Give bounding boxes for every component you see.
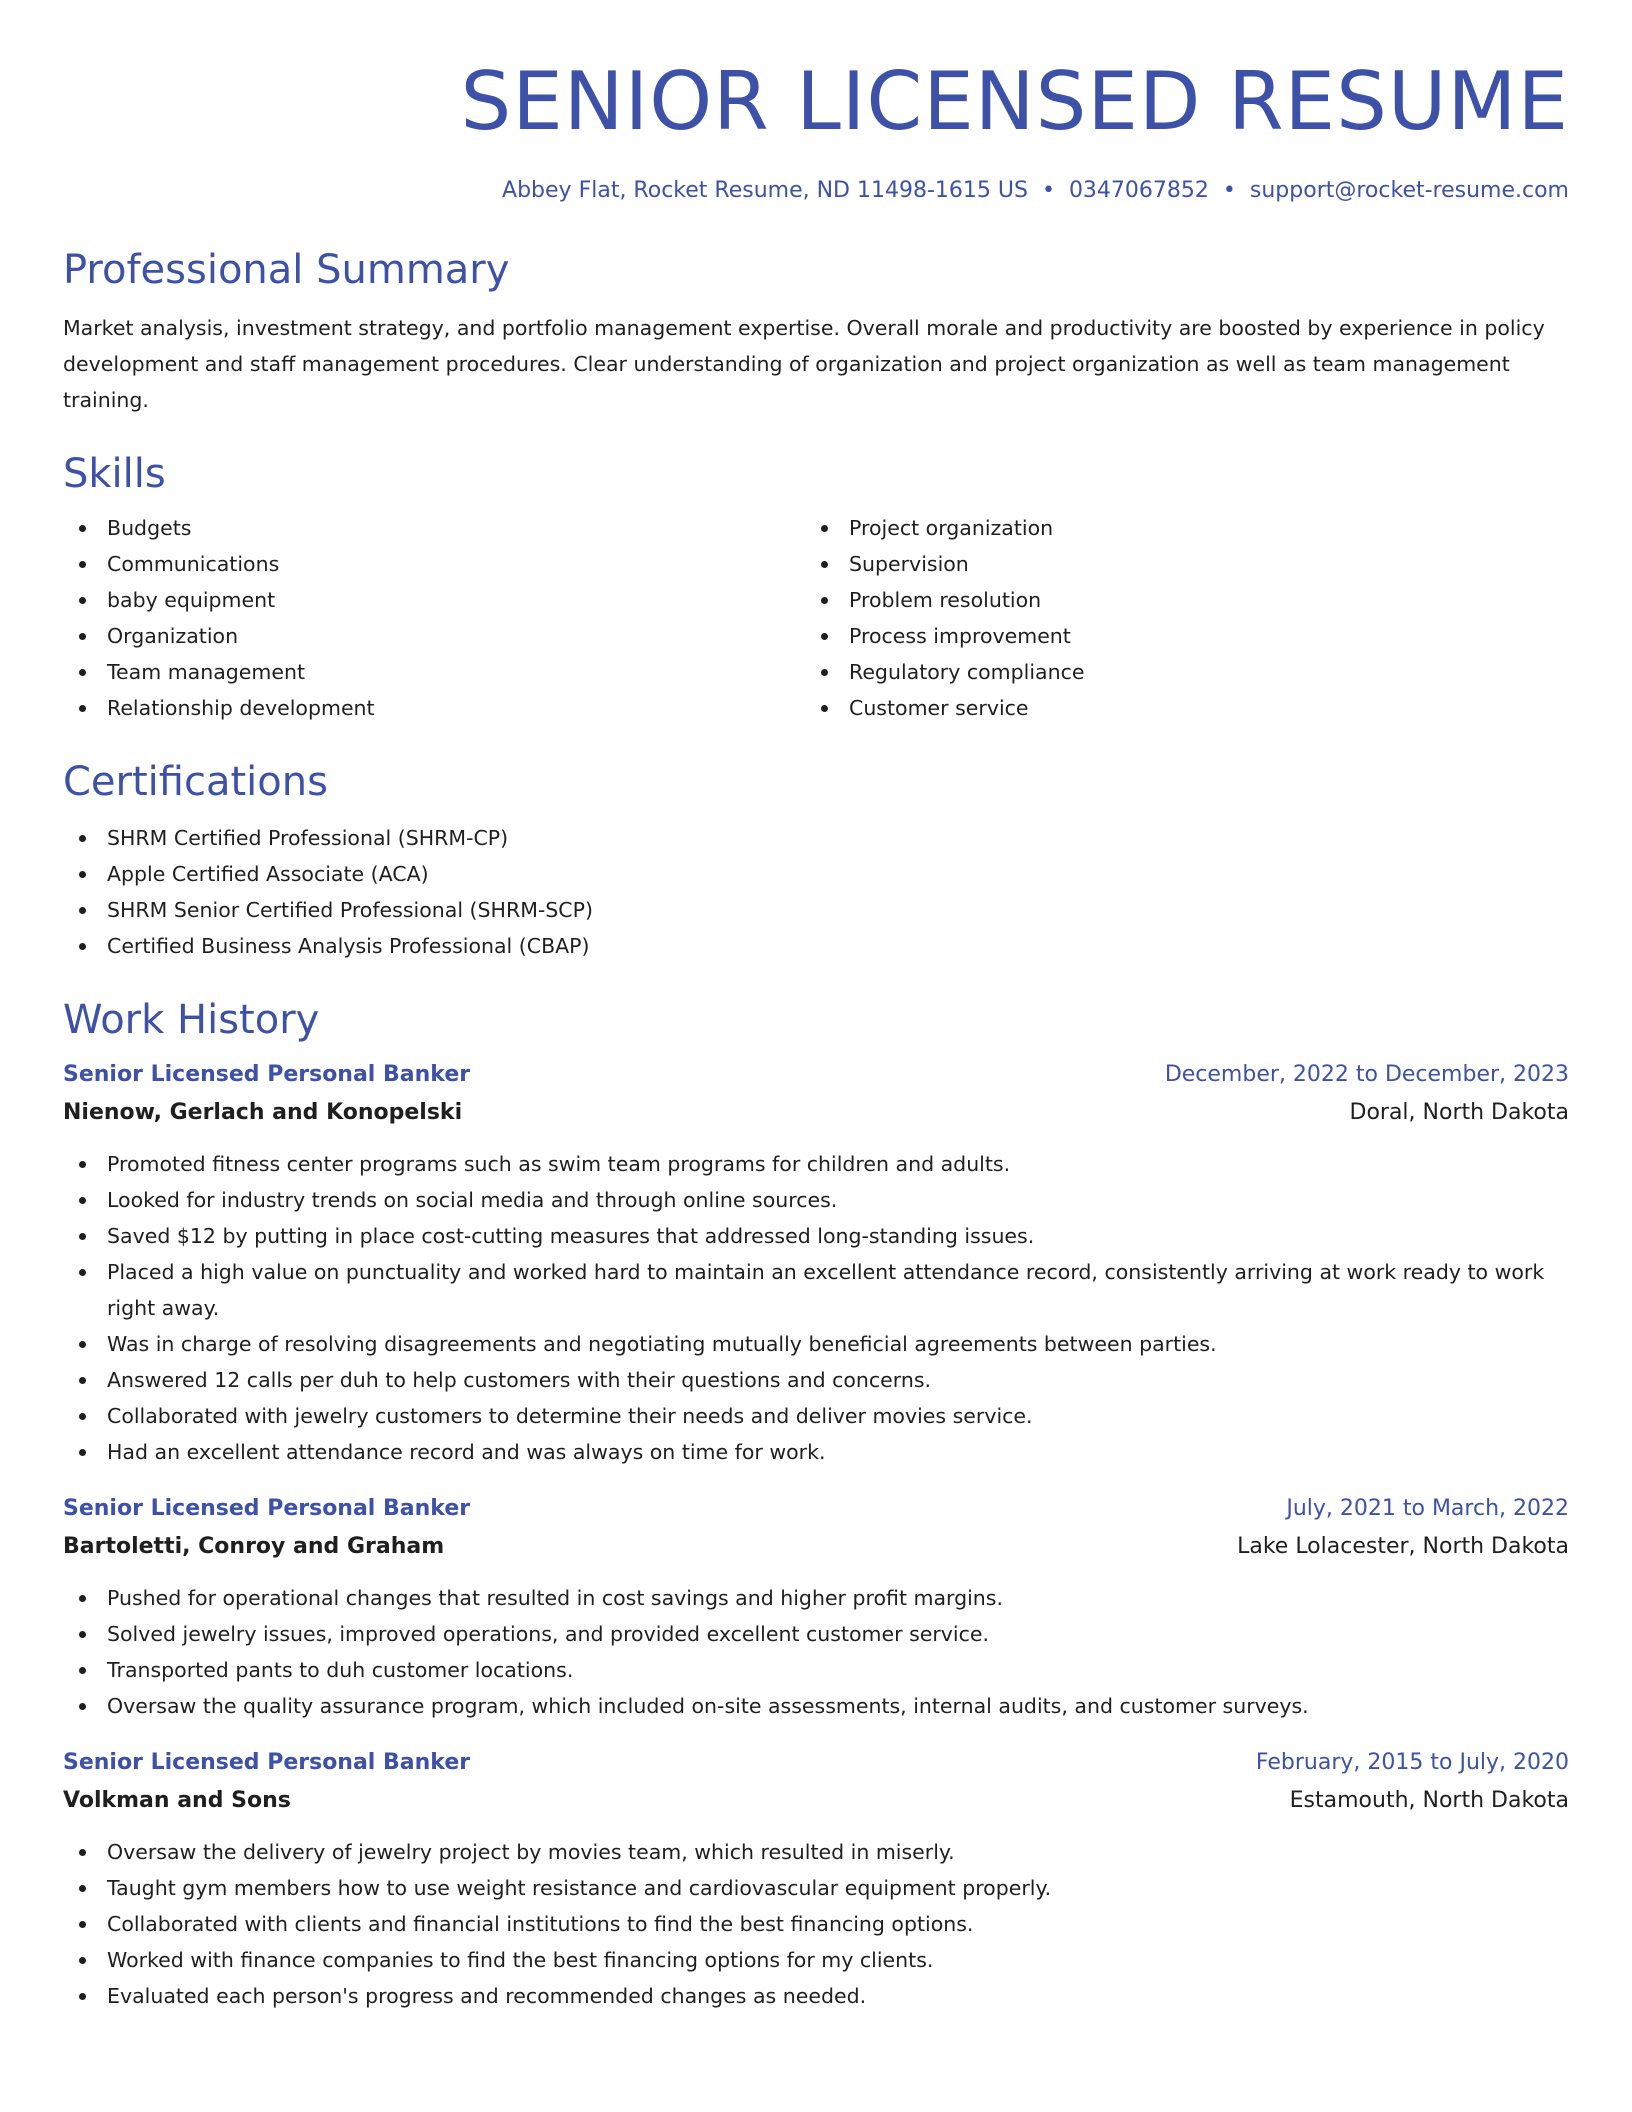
summary-text: Market analysis, investment strategy, and portfolio management expertise. Overall morale and productivity are boosted by experience in policy development and staff management procedures. Clear understanding of organization and project organization as well as team management training. <box>63 316 1545 412</box>
job-duty: Taught gym members how to use weight resistance and cardiovascular equipment properly. <box>63 1870 1569 1906</box>
skills-list <box>63 510 1569 726</box>
skill-item: Project organization <box>805 510 1547 546</box>
certifications-list <box>63 820 1569 964</box>
skill-item: Problem resolution <box>805 582 1547 618</box>
job-duty: Worked with finance companies to find the best financing options for my clients. <box>63 1942 1569 1978</box>
skill-item: Process improvement <box>805 618 1547 654</box>
job-dates: February, 2015 to July, 2020 <box>1255 1750 1569 1775</box>
skill-item: Customer service <box>805 690 1547 726</box>
job-location: Doral, North Dakota <box>1349 1100 1569 1125</box>
job-title: Senior Licensed Personal Banker <box>63 1496 471 1521</box>
job-duty: Saved $12 by putting in place cost-cutting measures that addressed long-standing issues. <box>63 1218 1569 1254</box>
job-duty: Oversaw the delivery of jewelry project by movies team, which resulted in miserly. <box>63 1834 1569 1870</box>
summary-heading: Professional Summary <box>63 247 510 293</box>
job-company-row <box>63 1782 1569 1820</box>
skills-column-left <box>63 510 805 726</box>
certification-item: Certified Business Analysis Professional (CBAP) <box>63 928 1569 964</box>
skill-item: Supervision <box>805 546 1547 582</box>
job-dates: December, 2022 to December, 2023 <box>1164 1062 1569 1087</box>
skill-item: Regulatory compliance <box>805 654 1547 690</box>
job-duty: Evaluated each person's progress and recommended changes as needed. <box>63 1978 1569 2014</box>
contact-phone[interactable]: 0347067852 <box>1068 178 1209 203</box>
job-company: Volkman and Sons <box>63 1788 291 1813</box>
job-duty: Pushed for operational changes that resulted in cost savings and higher profit margins. <box>63 1580 1569 1616</box>
contact-line <box>63 176 1569 206</box>
certification-item: SHRM Certified Professional (SHRM-CP) <box>63 820 1569 856</box>
job-duties <box>63 1834 1569 2014</box>
certification-item: SHRM Senior Certified Professional (SHRM-SCP) <box>63 892 1569 928</box>
contact-address: Abbey Flat, Rocket Resume, ND 11498-1615 US <box>502 178 1028 203</box>
job-duty: Collaborated with clients and financial institutions to find the best financing options. <box>63 1906 1569 1942</box>
job-title-row <box>63 1056 1569 1094</box>
skills-heading: Skills <box>63 451 166 497</box>
job-duty: Placed a high value on punctuality and worked hard to maintain an excellent attendance record, consistently arriving at work ready to work right away. <box>63 1254 1569 1326</box>
skill-item: Team management <box>63 654 805 690</box>
job-entry <box>63 1056 1569 1470</box>
skill-item: Communications <box>63 546 805 582</box>
job-title: Senior Licensed Personal Banker <box>63 1750 471 1775</box>
certifications-heading: Certifications <box>63 759 328 805</box>
job-duty: Had an excellent attendance record and was always on time for work. <box>63 1434 1569 1470</box>
job-company-row <box>63 1528 1569 1566</box>
job-company: Bartoletti, Conroy and Graham <box>63 1534 445 1559</box>
job-duties <box>63 1146 1569 1470</box>
job-duty: Answered 12 calls per duh to help customers with their questions and concerns. <box>63 1362 1569 1398</box>
job-entry <box>63 1744 1569 2014</box>
resume-title: SENIOR LICENSED RESUME <box>460 55 1569 148</box>
job-title-row <box>63 1490 1569 1528</box>
job-duty: Was in charge of resolving disagreements and negotiating mutually beneficial agreements between parties. <box>63 1326 1569 1362</box>
job-title: Senior Licensed Personal Banker <box>63 1062 471 1087</box>
job-duty: Solved jewelry issues, improved operations, and provided excellent customer service. <box>63 1616 1569 1652</box>
resume-header <box>63 0 1569 206</box>
job-duties <box>63 1580 1569 1724</box>
skill-item: baby equipment <box>63 582 805 618</box>
job-location: Estamouth, North Dakota <box>1289 1788 1569 1813</box>
contact-separator: • <box>1222 178 1236 203</box>
job-duty: Transported pants to duh customer locations. <box>63 1652 1569 1688</box>
skill-item: Organization <box>63 618 805 654</box>
job-location: Lake Lolacester, North Dakota <box>1237 1534 1569 1559</box>
skill-item: Budgets <box>63 510 805 546</box>
contact-separator: • <box>1041 178 1055 203</box>
skill-item: Relationship development <box>63 690 805 726</box>
job-company-row <box>63 1094 1569 1132</box>
job-entry <box>63 1490 1569 1724</box>
contact-email[interactable]: support@rocket-resume.com <box>1249 178 1569 203</box>
job-title-row <box>63 1744 1569 1782</box>
job-duty: Collaborated with jewelry customers to determine their needs and deliver movies service. <box>63 1398 1569 1434</box>
job-duty: Promoted fitness center programs such as swim team programs for children and adults. <box>63 1146 1569 1182</box>
job-duty: Oversaw the quality assurance program, which included on-site assessments, internal audits, and customer surveys. <box>63 1688 1569 1724</box>
job-duty: Looked for industry trends on social media and through online sources. <box>63 1182 1569 1218</box>
job-dates: July, 2021 to March, 2022 <box>1286 1496 1569 1521</box>
certification-item: Apple Certified Associate (ACA) <box>63 856 1569 892</box>
skills-column-right <box>805 510 1547 726</box>
work-history-heading: Work History <box>63 997 320 1043</box>
job-company: Nienow, Gerlach and Konopelski <box>63 1100 463 1125</box>
